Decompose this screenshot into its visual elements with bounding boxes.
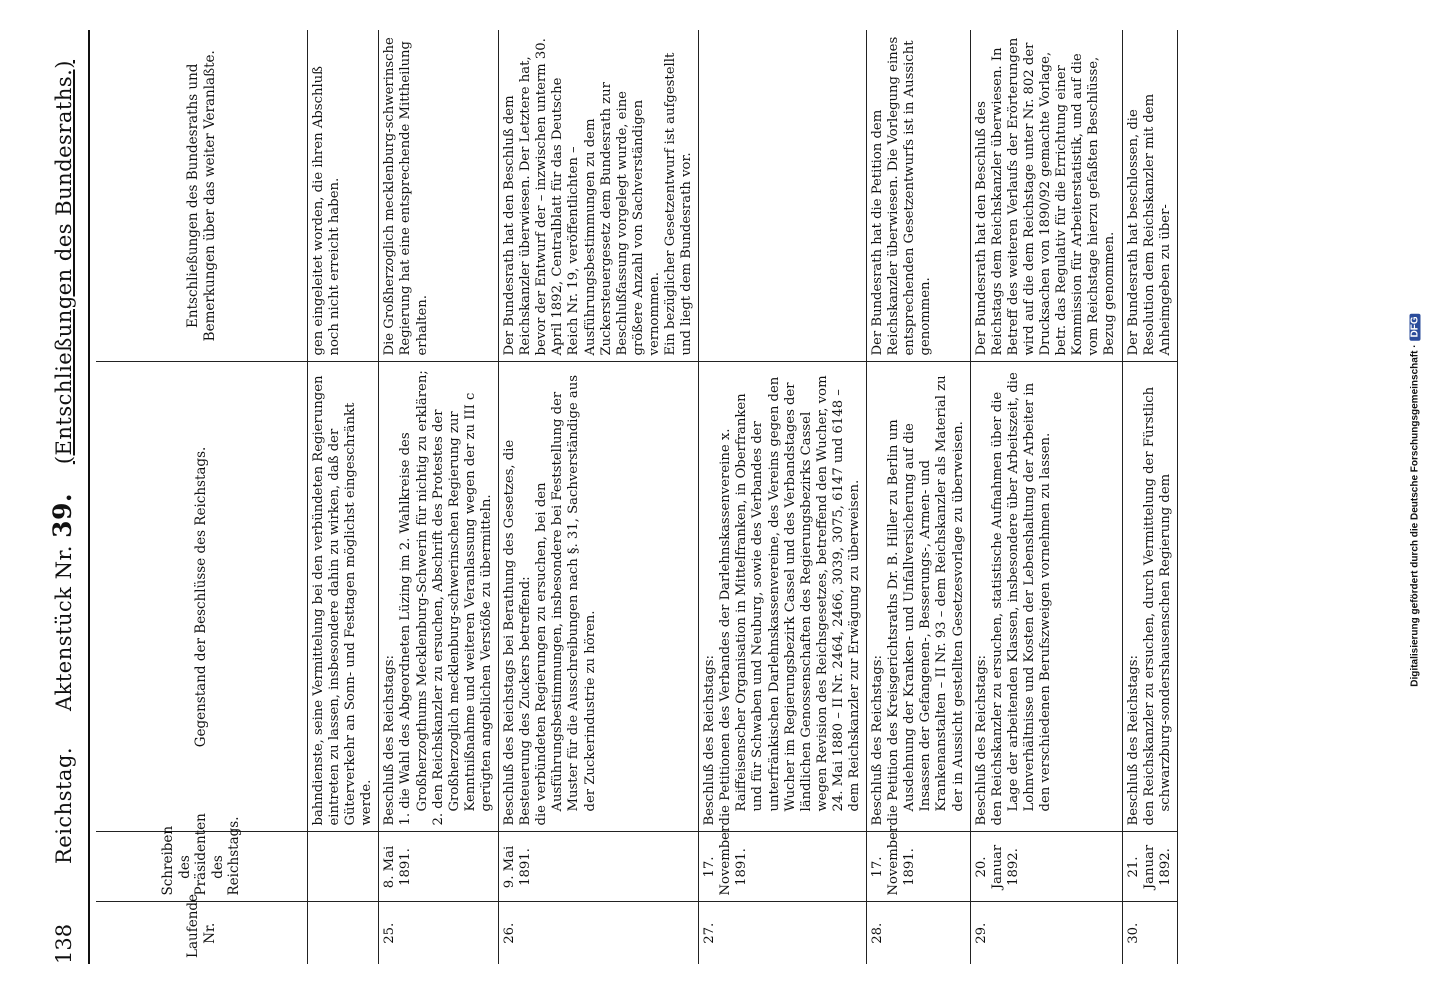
resolutions-table [96,30,1178,964]
digitization-credit [1404,0,1426,1000]
running-title-mid: Aktenstück Nr. [52,545,76,712]
table-row [970,30,1122,964]
table-row [699,30,867,964]
row-number: 28. [870,922,886,944]
row-subject [1122,362,1177,832]
subject-paragraph: die Petitionen des Verbandes der Darlehnskassenvereine x. Raiffeisenscher Organisation in Mittelfranken, in Oberfranken und für Schwaben und Neuburg, sowie des Verbandes der unterfränkischen Darlehnskassenvereine, des Vereins gegen den Wucher im Regierungsbezirk Cassel und des Verbandstages der ländlichen Genossenschaften des Regierungsbezirks Cassel wegen Revision des Reichsgesetzes, betreffend den Wucher, vom 24. Mai 1880 – II Nr. 2464, 2466, 3039, 3075, 6147 und 6148 – dem Reichskanzler zur Erwägung zu überweisen. [718,375,862,826]
row-number: 27. [702,922,718,944]
row-resolution [1122,30,1177,362]
subject-paragraph: bahndienste, seine Vermittelung bei den verbündeten Regierungen eintreten zu lassen, insbesondere dahin zu wirken, daß der Güterverkehr an Sonn- und Festtagen möglichst eingeschränkt werde. [311,375,375,826]
subject-paragraph: die verbündeten Regierungen zu ersuchen, bei den Ausführungsbestimmungen, insbesondere bei Feststellung der Muster für die Ausschreibungen nach §. 31, Sachverständige aus der Zuckerindustrie zu hören. [534,374,598,826]
col-header-gegenstand: Gegenstand der Beschlüsse des Reichstags. [96,362,308,832]
col-header-entschliessungen: Entschließungen des Bundesraths und Bemerkungen über das weiter Veranlaßte. [96,30,308,362]
row-resolution [499,30,699,362]
subject-paragraph: Beschluß des Reichstags bei Berathung des Gesetzes, die Besteuerung des Zuckers betreffend: [502,439,534,826]
row-date: 20. Januar 1892. [970,832,1122,902]
table-row [867,30,971,964]
table-header-row [96,30,308,964]
row-subject [308,362,379,832]
resolution-paragraph: Der Bundesrath hat beschlossen, die Resolution dem Reichskanzler mit dem Anheimgeben zu über- [1125,93,1173,356]
row-date: 17. November 1891. [867,832,971,902]
row-resolution [699,30,867,362]
row-date: 17. November 1891. [699,832,867,902]
subject-paragraph: Beschluß des Reichstags: [870,655,886,826]
table-body [308,30,1178,964]
dfg-logo: DFG [1410,313,1421,340]
row-resolution [867,30,971,362]
running-title-number: 39. [48,492,77,538]
subject-paragraph: Beschluß des Reichstags: [973,655,989,826]
subject-paragraph: Beschluß des Reichstags: [702,655,718,826]
row-number: 25. [382,922,398,944]
resolution-paragraph: Ein bezüglicher Gesetzentwurf ist aufgestellt und liegt dem Bundesrath vor. [662,52,695,356]
row-subject [867,362,971,832]
col-header-lfd: Laufende Nr. [96,902,308,964]
col-header-schreiben: Schreiben des Präsidenten des Reichstags. [96,832,308,902]
row-subject [970,362,1122,832]
row-subject [379,362,499,832]
row-resolution [379,30,499,362]
row-date: 21. Januar 1892. [1122,832,1177,902]
resolution-paragraph: Der Bundesrath hat den Beschluß des Reichstags dem Reichskanzler überwiesen. In Betreff des weiteren Verlaufs der Erörterungen wird auf die dem Reichstage unter Nr. 802 der Drucksachen von 1890/92 gemachte Vorlage, betr. das Regulativ für die Errichtung einer Kommission für Arbeiterstatistik, und auf die vom Reichstage hierzu gefaßten Beschlüsse, Bezug genommen. [973,37,1118,356]
table-row [1122,30,1177,964]
row-date: 9. Mai 1891. [499,832,699,902]
running-title [48,30,77,894]
resolution-paragraph: Der Bundesrath hat den Beschluß dem Reichskanzler überwiesen. Der Letztere hat, bevor der Entwurf der – inzwischen unterm 30. April 1892, Centralblatt für das Deutsche Reich Nr. 19, veröffentlichten – Ausführungsbestimmungen zu dem Zuckersteuergesetz dem Bundesrath zur Beschlußfassung vorgelegt wurde, eine größere Anzahl von Sachverständigen vernommen. [502,38,662,356]
row-resolution [970,30,1122,362]
subject-paragraph: 1. die Wahl des Abgeordneten Lüzing im 2. Wahlkreise des Großherzogthums Mecklenburg-Schwerin für nichtig zu erklären; [398,370,430,826]
row-number: 30. [1125,922,1141,944]
row-subject [499,362,699,832]
row-number [308,902,379,964]
table-row [308,30,379,964]
resolution-paragraph: gen eingeleitet worden, die ihren Abschluß noch nicht erreicht haben. [311,66,343,356]
running-title-left: Reichstag. [52,746,76,865]
subject-paragraph: den Reichskanzler zu ersuchen, statistische Aufnahmen über die Lage der arbeitenden Klassen, insbesondere über Arbeitszeit, die Lohnverhältnisse und Kosten der Lebenshaltung der Arbeiter in den verschiedenen Berufszweigen vornehmen zu lassen. [989,372,1054,826]
running-title-right: (Entschließungen des Bundesraths.) [52,59,76,465]
resolution-paragraph: Die Großherzoglich mecklenburg-schwerinsche Regierung hat eine entsprechende Mittheilung erhalten. [382,37,430,356]
subject-paragraph: Beschluß des Reichstags: [382,655,398,826]
resolution-paragraph: Der Bundesrath hat die Petition dem Reichskanzler überwiesen. Die Vorlegung eines entsprechenden Gesetzentwurfs ist in Aussicht genommen. [870,36,934,356]
subject-paragraph: 2. den Reichskanzler zu ersuchen, Abschrift des Protestes der Großherzoglich mecklenburg-schwerinschen Regierung zur Kenntnißnahme und weiteren Veranlassung wegen der zu III c gerügten angeblichen Verstöße zu übermitteln. [430,392,494,826]
page-number: 138 [52,923,76,964]
credit-text: Digitalisierung gefördert durch die Deutsche Forschungsgemeinschaft · [1409,344,1421,687]
row-date [308,832,379,902]
subject-paragraph: den Reichskanzler zu ersuchen, durch Vermittelung der Fürstlich schwarzburg-sondershausenschen Regierung dem [1141,386,1173,826]
table-row [379,30,499,964]
subject-paragraph: Beschluß des Reichstags: [1125,655,1141,826]
header-rule [88,30,90,964]
row-date: 8. Mai 1891. [379,832,499,902]
subject-paragraph: die Petition des Kreisgerichtsraths Dr. B. Hiller zu Berlin um Ausdehnung der Kranken- und Unfallversicherung auf die Insassen der Gefangenen-, Besserungs-, Armen- und Krankenanstalten – II Nr. 93 – dem Reichskanzler als Material zu der in Aussicht gestellten Gesetzesvorlage zu überweisen. [886,375,966,826]
row-number: 26. [502,922,518,944]
row-resolution [308,30,379,362]
row-number: 29. [973,922,989,944]
table-row [499,30,699,964]
running-header [48,30,77,964]
row-subject [699,362,867,832]
